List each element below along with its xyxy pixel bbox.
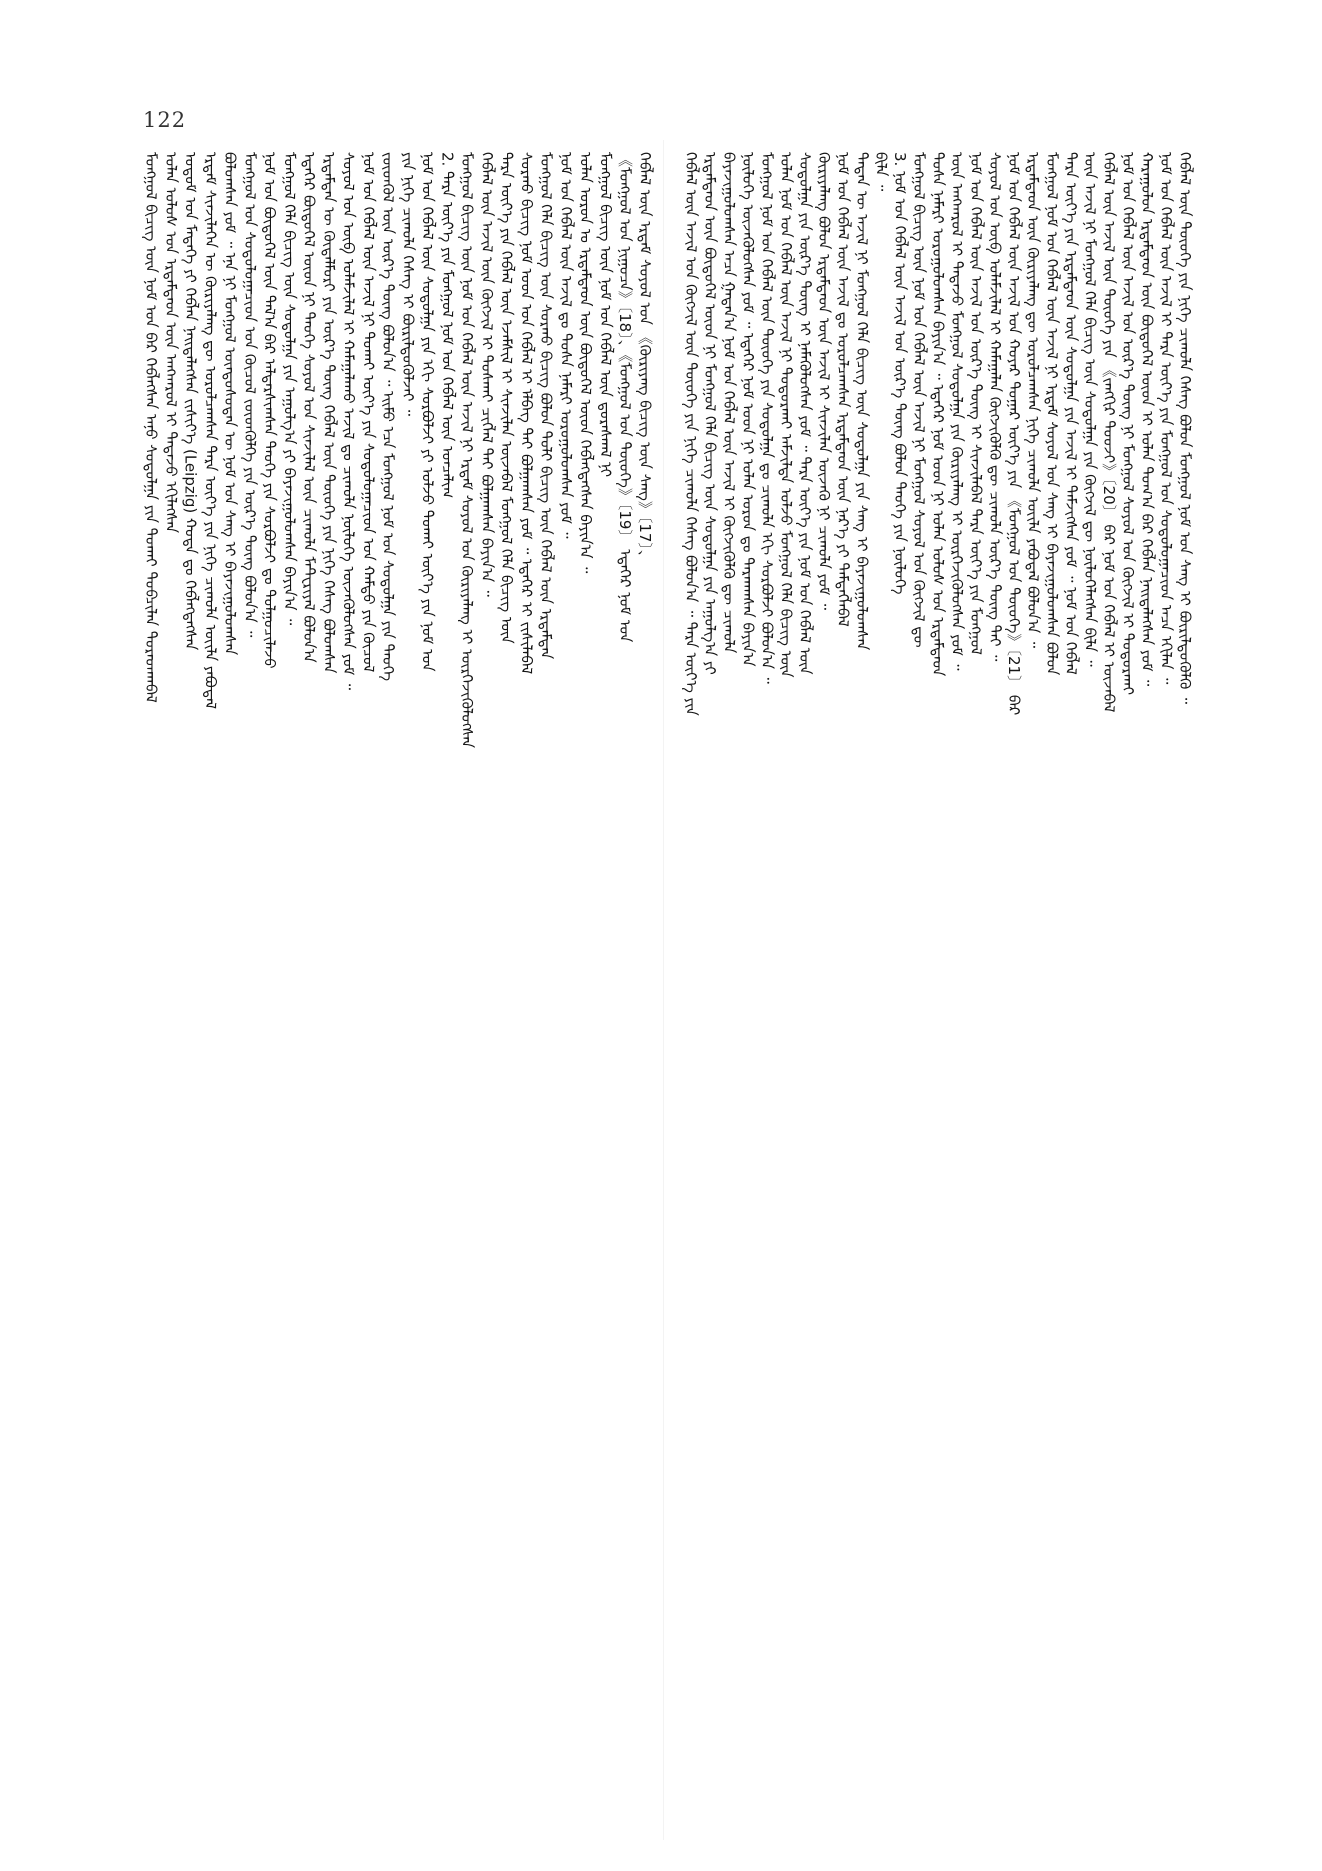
text-line: ᠡᠷᠳᠡᠮᠲᠡᠳ ᠦᠨ ᠪᠦᠲᠦᠭᠡᠯ ᠦᠳ ᠨᠢ ᠮᠣᠩᠭᠣᠯ ᠬᠡᠯᠡ ᠪᠢᠴᠢᠭ᠌ ᠦᠨ ᠰᠤᠳᠤᠯᠭᠠ ᠶᠢᠨ ᠠᠭᠤᠯᠭ᠎ᠠ ᠶᠢ	[701, 152, 719, 675]
text-line: ᠪᠣᠯᠤᠭᠰᠠᠨ ᠶᠤᠮ ᠃ ᠡᠨᠡ ᠨᠢ ᠮᠣᠩᠭᠣᠯ ᠦᠨᠳᠦᠰᠦᠲᠡᠨ ᠦ ᠨᠣᠮ ᠤᠨ ᠰᠠᠩ ᠢ ᠪᠠᠶᠠᠵᠢᠭᠤᠯᠤᠭᠰᠠᠨ	[221, 152, 239, 656]
page-number: 122	[143, 108, 187, 132]
text-line: ᠨᠣᠮ ᠤᠨ ᠬᠡᠪᠯᠡᠯ ᠦᠨ ᠠᠵᠢᠯ ᠤᠨ ᠬᠣᠶᠠᠷ ᠳᠤᠭᠠᠷ ᠦᠶ᠎ᠡ ᠶᠢᠨ 《ᠮᠣᠩᠭᠣᠯ ᠤᠨ ᠲᠦᠦᠬᠡ》〔21〕 ᠪᠡᠷ	[1005, 152, 1023, 716]
text-line: ᠲᠡᠷᠡ ᠦᠶ᠎ᠡ ᠶᠢᠨ ᠡᠷᠳᠡᠮᠲᠡᠳ ᠦᠨ ᠰᠤᠳᠤᠯᠭᠠ ᠶᠢᠨ ᠠᠵᠢᠯ ᠢ ᠳᠡᠮᠵᠢᠭᠰᠡᠨ ᠶᠤᠮ ᠃ ᠨᠣᠮ ᠤᠨ ᠬᠡᠪᠯᠡᠯ	[1062, 152, 1080, 675]
text-line: ᠮᠣᠩᠭᠣᠯ ᠬᠡᠯᠡ ᠪᠢᠴᠢᠭ᠌ ᠦᠨ ᠰᠤᠳᠤᠯᠭᠠ ᠶᠢᠨ ᠠᠭᠤᠯᠭ᠎ᠠ ᠶᠢ ᠪᠠᠶᠠᠵᠢᠭᠤᠯᠤᠭᠰᠠᠨ ᠪᠠᠶᠢᠨ᠎ᠠ ᠃	[280, 152, 299, 626]
text-line: ᠨᠣᠮ ᠤᠨ ᠬᠡᠪᠯᠡᠯ ᠦᠨ ᠰᠤᠳᠤᠯᠭᠠ ᠶᠢᠨ ᠡᠬᠢ ᠰᠤᠷᠪᠤᠯᠵᠢ ᠶᠢ ᠣᠯᠵᠤ ᠲᠤᠬᠠᠢ ᠦᠶ᠎ᠡ ᠶᠢᠨ ᠨᠣᠮ ᠤᠨ	[418, 152, 437, 672]
text-line: ᠬᠡᠪᠯᠡᠯ ᠦᠨ ᠠᠵᠢᠯ ᠦᠨ ᠬᠥᠭᠵᠢᠯ ᠢ ᠲᠤᠰᠬᠠᠢ ᠴᠢᠭᠯᠡᠯ ᠲᠡᠢ ᠪᠣᠯᠭᠠᠭᠰᠠᠨ ᠪᠠᠶᠢᠨ᠎ᠠ ᠃	[477, 152, 496, 597]
text-line: ᠬᠠᠷᠠᠭᠤᠯᠤᠨ ᠡᠷᠳᠡᠮᠲᠡᠳ ᠦᠨ ᠪᠦᠲᠦᠭᠡᠯ ᠦᠳ ᠢ ᠣᠯᠠᠨ ᠲᠣᠭ᠎ᠠ ᠪᠠᠷ ᠬᠡᠪᠯᠡᠨ ᠨᠡᠢᠲᠡᠯᠡᠭᠰᠡᠨ ᠶᠤᠮ ᠃	[1138, 152, 1156, 687]
text-line: ᠨᠣᠮ ᠤᠨ ᠬᠡᠪᠯᠡᠯ ᠦᠨ ᠠᠵᠢᠯ ᠳᠤ ᠣᠷᠣᠯᠴᠠᠭᠰᠠᠨ ᠡᠷᠳᠡᠮᠲᠡᠳ ᠦᠨ ᠨᠡᠷ᠎ᠡ ᠶᠢ ᠲᠡᠮᠳᠡᠭᠯᠡᠪᠡᠯ	[834, 152, 852, 627]
text-line: ᠮᠣᠩᠭᠣᠯ ᠨᠣᠮ ᠤᠨ ᠬᠡᠪᠯᠡᠯ ᠦᠨ ᠲᠦᠦᠬᠡ ᠶᠢᠨ ᠰᠤᠳᠤᠯᠭᠠ ᠳᠤ ᠴᠢᠬᠤᠯᠠ ᠡᠬᠢ ᠰᠤᠷᠪᠤᠯᠵᠢ ᠪᠣᠯᠤᠨ᠎ᠠ ᠃	[758, 152, 776, 684]
text-line: ᠰᠤᠳᠤᠯᠭᠠ ᠶᠢᠨ ᠦᠷ᠎ᠡ ᠳᠦᠩ ᠢ ᠨᠡᠮᠡᠭᠦᠯᠦᠭᠰᠡᠨ ᠶᠤᠮ ᠃ ᠲᠡᠷᠡ ᠦᠶ᠎ᠡ ᠶᠢᠨ ᠨᠣᠮ ᠤᠨ ᠬᠡᠪᠯᠡᠯ ᠦᠨ	[796, 152, 814, 675]
text-line: ᠬᠡᠪᠯᠡᠯ ᠦᠨ ᠠᠵᠢᠯ ᠤᠨ ᠬᠥᠭᠵᠢᠯ ᠦᠨ ᠲᠦᠦᠬᠡ ᠶᠢᠨ ᠨᠢᠭᠡ ᠴᠢᠬᠤᠯᠠ ᠬᠡᠰᠡᠭ ᠪᠣᠯᠤᠨ᠎ᠠ ᠃ ᠲᠡᠷᠡ ᠦᠶ᠎ᠡ ᠶᠢᠨ	[682, 152, 700, 716]
text-line: ᠬᠡᠪᠯᠡᠯ ᠦᠨ ᠡᠷᠳᠡᠮ ᠰᠣᠶᠣᠯ ᠤᠨ 《ᠬᠦᠷᠢᠶᠡᠩ ᠪᠢᠴᠢᠭ᠌ ᠦᠨ ᠰᠠᠩ》〔17〕、	[635, 152, 654, 565]
text-line: ᠨᠣᠮ ᠤᠨ ᠬᠡᠪᠯᠡᠯ ᠦᠨ ᠠᠵᠢᠯ ᠤᠨ ᠦᠷ᠎ᠡ ᠳᠦᠩ ᠢ ᠰᠢᠨᠵᠢᠯᠡᠪᠡᠯ ᠲᠡᠷᠡ ᠦᠶ᠎ᠡ ᠶᠢᠨ ᠮᠣᠩᠭᠣᠯ	[967, 152, 985, 655]
text-line: ᠣᠯᠠᠨ ᠨᠣᠮ ᠤᠨ ᠬᠡᠪᠯᠡᠯ ᠦᠨ ᠠᠵᠢᠯ ᠨᠢ ᠲᠣᠳᠣᠷᠬᠠᠢ ᠠᠮᠵᠢᠯᠲᠠ ᠣᠯᠵᠤ ᠮᠣᠩᠭᠣᠯ ᠬᠡᠯᠡ ᠪᠢᠴᠢᠭ᠌ ᠦᠨ	[777, 152, 795, 678]
text-line: ᠤᠳᠤᠮ ᠤᠨ ᠮᠡᠳᠡᠭᠡ ᠶᠢ ᠬᠡᠪᠯᠡᠨ ᠨᠡᠢᠲᠡᠯᠡᠭᠰᠡᠨ ᠵᠢᠱᠢᠶ᠎ᠡ (Leipzig) ᠬᠣᠲᠠ ᠳᠤ ᠬᠡᠪᠯᠡᠭᠳᠡᠭᠰᠡᠨ	[181, 152, 200, 651]
text-line: ᠡᠷᠳᠡᠮᠲᠡᠳ ᠦᠨ ᠬᠦᠷᠢᠶᠡᠯᠡᠩ ᠳᠦ ᠣᠷᠣᠯᠴᠠᠭᠰᠠᠨ ᠨᠢᠭᠡ ᠴᠢᠬᠤᠯᠠ ᠦᠢᠯᠡ ᠶᠠᠪᠤᠳᠠᠯ ᠪᠣᠯᠤᠨ᠎ᠠ ᠃	[1024, 152, 1042, 648]
column-gutter	[663, 140, 664, 1840]
text-line: ᠣᠯᠠᠨ ᠤᠯᠤᠰ ᠤᠨ ᠡᠷᠳᠡᠮᠲᠡᠳ ᠦᠨ ᠠᠩᠬᠠᠷᠤᠯ ᠢ ᠲᠠᠲᠠᠵᠤ ᠡᠬᠢᠯᠡᠭᠰᠡᠨ	[161, 152, 180, 534]
text-line: 3. ᠨᠣᠮ ᠤᠨ ᠬᠡᠪᠯᠡᠯ ᠦᠨ ᠠᠵᠢᠯ ᠤᠨ ᠦᠷ᠎ᠡ ᠳᠦᠩ ᠪᠣᠯᠤᠨ ᠲᠡᠦᠬᠡ ᠶᠢᠨ ᠨᠥᠯᠦᠭᠡ	[891, 152, 909, 595]
left-text-column	[143, 152, 653, 1832]
text-line: ᠮᠣᠩᠭᠣᠯ ᠪᠢᠴᠢᠭ᠌ ᠦᠨ ᠨᠣᠮ ᠤᠨ ᠬᠡᠪᠯᠡᠯ ᠦᠨ ᠳ᠋ᠤᠷᠠᠰᠬᠠᠯ ᠨᠢ	[596, 152, 615, 477]
text-line: ᠨᠣᠮ ᠤᠨ ᠬᠡᠪᠯᠡᠯ ᠦᠨ ᠠᠵᠢᠯ ᠤᠨ ᠦᠷ᠎ᠡ ᠳᠦᠩ ᠨᠢ ᠮᠣᠩᠭᠣᠯ ᠰᠣᠶᠣᠯ ᠤᠨ ᠬᠥᠭᠵᠢᠯ ᠢ ᠲᠤᠳᠤᠷᠬᠠᠢ	[1119, 152, 1137, 696]
text-line: ᠡᠷᠳᠡᠮ ᠰᠢᠨᠵᠢᠯᠡᠭᠡᠨ ᠦ ᠬᠦᠷᠢᠶᠡᠯᠡᠩ ᠳᠦ ᠣᠷᠣᠯᠴᠠᠭᠰᠠᠨ ᠲᠡᠷᠡ ᠦᠶ᠎ᠡ ᠶᠢᠨ ᠨᠢᠭᠡ ᠴᠢᠬᠤᠯᠠ ᠦᠢᠯᠡ ᠶᠠᠪᠤᠳᠠᠯ	[201, 152, 220, 710]
text-line: ᠨᠥᠯᠦᠭᠡ ᠦᠵᠡᠭᠦᠯᠦᠭᠰᠡᠨ ᠶᠤᠮ ᠃ ᠡᠳᠡᠭᠡᠷ ᠨᠣᠮ ᠤᠳ ᠨᠢ ᠣᠯᠠᠨ ᠣᠷᠣᠨ ᠳᠤ ᠲᠠᠷᠬᠠᠭᠰᠠᠨ ᠪᠠᠶᠢᠨ᠎ᠠ	[739, 152, 757, 667]
text-line: ᠮᠣᠩᠭᠣᠯ ᠨᠣᠮ ᠤᠨ ᠬᠡᠪᠯᠡᠯ ᠦᠨ ᠠᠵᠢᠯ ᠨᠢ ᠡᠷᠳᠡᠮ ᠰᠣᠶᠣᠯ ᠤᠨ ᠰᠠᠩ ᠢ ᠪᠠᠶᠠᠵᠢᠭᠤᠯᠤᠭᠰᠠᠨ ᠪᠣᠯᠤᠨ	[1043, 152, 1061, 676]
text-line: ᠣᠯᠠᠨ ᠣᠷᠣᠨ ᠤ ᠡᠷᠳᠡᠮᠲᠡᠳ ᠦᠨ ᠪᠦᠲᠦᠭᠡᠯ ᠦᠳ ᠬᠡᠪᠯᠡᠭᠳᠡᠭᠰᠡᠨ ᠪᠠᠶᠢᠨ᠎ᠠ ᠃	[576, 152, 595, 574]
right-text-column	[683, 152, 1193, 1832]
text-line: ᠮᠣᠩᠭᠣᠯ ᠪᠢᠴᠢᠭ᠌ ᠦᠨ ᠨᠣᠮ ᠤᠨ ᠬᠡᠪᠯᠡᠯ ᠦᠨ ᠠᠵᠢᠯ ᠨᠢ ᠡᠷᠳᠡᠮ ᠰᠣᠶᠣᠯ ᠤᠨ ᠬᠦᠷᠢᠶᠡᠯᠡᠩ ᠢ ᠥᠷᠭᠡᠵᠢᠭᠦᠯᠦᠭᠰᠡᠨ	[458, 152, 476, 749]
text-line: ᠲᠡᠷᠡ ᠦᠶ᠎ᠡ ᠶᠢᠨ ᠬᠡᠪᠯᠡᠯ ᠦᠨ ᠡᠵᠡᠮᠰᠢᠯ ᠢ ᠰᠢᠨᠵᠢᠯᠡᠨ ᠦᠵᠡᠪᠡᠯ ᠮᠣᠩᠭᠣᠯ ᠬᠡᠯᠡ ᠪᠢᠴᠢᠭ᠌ ᠦᠨ	[497, 152, 516, 644]
text-line: 《ᠮᠣᠩᠭᠣᠯ ᠤᠨ ᠨᠢᠭᠤᠴᠠ》〔18〕、《ᠮᠣᠩᠭᠣᠯ ᠤᠨ ᠲᠦᠦᠬᠡ》〔19〕 ᠡᠳᠡᠭᠡᠷ ᠨᠣᠮ ᠤᠨ	[616, 152, 634, 643]
text-line: ᠮᠣᠩᠭᠣᠯ ᠬᠡᠯᠡ ᠪᠢᠴᠢᠭ᠌ ᠦᠨ ᠰᠤᠷᠬᠤ ᠪᠢᠴᠢᠭ᠌ ᠪᠣᠯᠤᠨ ᠲᠣᠯᠢ ᠪᠢᠴᠢᠭ᠌ ᠦᠨ ᠬᠡᠪᠯᠡᠯ ᠦᠨ ᠡᠷᠳᠡᠮᠲᠡᠨ	[537, 152, 555, 660]
text-line: ᠬᠦᠷᠢᠶᠡᠯᠡᠩ ᠪᠣᠯᠤᠨ ᠡᠷᠳᠡᠮᠲᠡᠳ ᠦᠨ ᠠᠵᠢᠯ ᠢ ᠰᠢᠨᠵᠢᠯᠡᠨ ᠦᠵᠡᠬᠦ ᠨᠢ ᠴᠢᠬᠤᠯᠠ ᠶᠤᠮ ᠃	[815, 152, 833, 611]
text-line: ᠮᠣᠩᠭᠣᠯ ᠤᠨ ᠰᠤᠳᠤᠯᠤᠭᠠᠴᠢᠳ ᠤᠨ ᠬᠦᠴᠦᠯ ᠵᠦᠳᠭᠦᠯᠭᠡ ᠶᠢᠨ ᠦᠷ᠎ᠡ ᠳᠦᠩ ᠪᠣᠯᠤᠨ᠎ᠠ ᠃	[240, 152, 259, 638]
text-line: ᠬᠡᠪᠯᠡᠯ ᠦᠨ ᠠᠵᠢᠯ ᠦᠨ ᠲᠦᠦᠬᠡ ᠶᠢᠨ 《ᠵᠠᠩᠭᠢᠷ ᠲᠤᠤᠵᠢ》〔20〕 ᠪᠡᠷ ᠨᠣᠮ ᠤᠨ ᠬᠡᠪᠯᠡᠯ ᠢ ᠦᠵᠡᠪᠡᠯ	[1100, 152, 1118, 713]
text-line: ᠬᠡᠪᠯᠡᠯ ᠦᠨ ᠲᠦᠦᠬᠡ ᠶᠢᠨ ᠨᠢᠭᠡ ᠴᠢᠬᠤᠯᠠ ᠬᠡᠰᠡᠭ ᠪᠣᠯᠤᠨ ᠮᠣᠩᠭᠣᠯ ᠨᠣᠮ ᠤᠨ ᠰᠠᠩ ᠢ ᠪᠦᠷᠢᠯᠳᠦᠭᠦᠯᠬᠦ ᠃	[1176, 152, 1194, 704]
text-line: ᠨᠣᠮ ᠤᠨ ᠬᠡᠪᠯᠡᠯ ᠦᠨ ᠠᠵᠢᠯ ᠳᠤ ᠲᠤᠰᠠ ᠨᠡᠮᠡᠷᠢ ᠣᠷᠤᠭᠤᠯᠤᠭᠰᠠᠨ ᠶᠤᠮ ᠃	[556, 152, 575, 539]
text-line: 2. ᠲᠡᠷᠡ ᠦᠶ᠎ᠡ ᠶᠢᠨ ᠮᠣᠩᠭᠣᠯ ᠨᠣᠮ ᠤᠨ ᠬᠡᠪᠯᠡᠯ ᠦᠨ ᠣᠨᠴᠠᠯᠢᠭ	[438, 152, 457, 499]
text-line: ᠮᠣᠩᠭᠣᠯ ᠪᠢᠴᠢᠭ᠌ ᠦᠨ ᠨᠣᠮ ᠤᠨ ᠪᠠᠷ ᠬᠡᠪᠯᠡᠭᠰᠡᠨ ᠠᠨᠤ ᠰᠤᠳᠤᠯᠭᠠ ᠶᠢᠨ ᠲᠤᠬᠠᠢ ᠲᠤᠪᠴᠢᠯᠠᠨ ᠳᠤᠷᠠᠳᠬᠠᠪᠠᠯ	[142, 152, 160, 703]
text-line: ᠲᠤᠰᠠ ᠨᠡᠮᠡᠷᠢ ᠣᠷᠤᠭᠤᠯᠤᠭᠰᠠᠨ ᠪᠠᠶᠢᠨ᠎ᠠ ᠃ ᠡᠳᠡᠭᠡᠷ ᠨᠣᠮ ᠤᠳ ᠨᠢ ᠣᠯᠠᠨ ᠤᠯᠤᠰ ᠤᠨ ᠡᠷᠳᠡᠮᠲᠡᠳ	[929, 152, 947, 677]
text-line: ᠲᠡᠳᠡᠨ ᠦ ᠠᠵᠢᠯ ᠨᠢ ᠮᠣᠩᠭᠣᠯ ᠬᠡᠯᠡ ᠪᠢᠴᠢᠭ᠌ ᠦᠨ ᠰᠤᠳᠤᠯᠭᠠ ᠶᠢᠨ ᠰᠠᠩ ᠢ ᠪᠠᠶᠠᠵᠢᠭᠤᠯᠤᠭᠰᠠᠨ	[853, 152, 871, 651]
text-line: ᠰᠣᠶᠣᠯ ᠤᠨ ᠦᠪ ᠤᠯᠠᠮᠵᠢᠯᠠᠯ ᠢ ᠬᠠᠮᠠᠭᠠᠯᠠᠬᠤ ᠠᠵᠢᠯ ᠳᠤ ᠴᠢᠬᠤᠯᠠ ᠨᠥᠯᠦᠭᠡ ᠦᠵᠡᠭᠦᠯᠦᠭᠰᠡᠨ ᠶᠤᠮ ᠃	[339, 152, 358, 690]
text-line: ᠨᠣᠮ ᠤᠨ ᠬᠡᠪᠯᠡᠯ ᠦᠨ ᠠᠵᠢᠯ ᠢ ᠲᠡᠷᠡ ᠦᠶ᠎ᠡ ᠶᠢᠨ ᠮᠣᠩᠭᠣᠯ ᠤᠨ ᠰᠤᠳᠤᠯᠤᠭᠠᠴᠢᠳ ᠠᠴᠠ ᠡᠬᠢᠯᠡᠨ ᠃	[1157, 152, 1175, 685]
text-line: ᠦᠨ ᠠᠩᠬᠠᠷᠤᠯ ᠢ ᠲᠠᠲᠠᠵᠤ ᠮᠣᠩᠭᠣᠯ ᠰᠤᠳᠤᠯᠭᠠ ᠶᠢᠨ ᠬᠦᠷᠢᠶᠡᠯᠡᠩ ᠢ ᠥᠷᠭᠡᠵᠢᠭᠦᠯᠦᠭᠰᠡᠨ ᠶᠤᠮ ᠃	[948, 152, 966, 671]
text-line: ᠡᠷᠳᠡᠮᠲᠡᠨ ᠦ ᠬᠦᠳᠡᠯᠮᠦᠷᠢ ᠶᠢᠨ ᠦᠷ᠎ᠡ ᠳᠦᠩ ᠬᠡᠪᠯᠡᠯ ᠦᠨ ᠲᠦᠦᠬᠡ ᠶᠢᠨ ᠨᠢᠭᠡ ᠬᠡᠰᠡᠭ ᠪᠣᠯᠤᠭᠰᠠᠨ	[319, 152, 338, 674]
text-line: ᠡᠳᠡᠭᠡᠷ ᠪᠦᠲᠦᠭᠡᠯ ᠦᠳ ᠨᠢ ᠲᠡᠦᠬᠡ ᠰᠣᠶᠣᠯ ᠤᠨ ᠰᠢᠨᠵᠢᠯᠡᠯ ᠦᠨ ᠴᠢᠬᠤᠯᠠ ᠮᠠᠲ᠋ᠧᠷᠢᠶᠠᠯ ᠪᠣᠯᠤᠨ᠎ᠠ	[300, 152, 318, 663]
text-line: ᠪᠢᠯᠡ ᠃	[872, 152, 890, 192]
text-line: ᠰᠣᠶᠣᠯ ᠤᠨ ᠦᠪ ᠤᠯᠠᠮᠵᠢᠯᠠᠯ ᠢ ᠬᠠᠮᠠᠭᠠᠯᠠᠨ ᠬᠥᠭᠵᠢᠭᠦᠯᠬᠦ ᠳᠦ ᠴᠢᠬᠤᠯᠠ ᠦᠷ᠎ᠡ ᠳᠦᠩ ᠲᠡᠢ ᠃	[986, 152, 1004, 662]
text-line: ᠶᠢᠨ ᠨᠢᠭᠡ ᠴᠢᠬᠤᠯᠠ ᠬᠡᠰᠡᠭ ᠢ ᠪᠦᠷᠢᠯᠳᠦᠭᠦᠯᠵᠡᠢ ᠃	[398, 152, 417, 416]
text-line: ᠨᠣᠮ ᠤᠨ ᠬᠡᠪᠯᠡᠯ ᠦᠨ ᠠᠵᠢᠯ ᠨᠢ ᠲᠤᠬᠠᠢ ᠦᠶ᠎ᠡ ᠶᠢᠨ ᠰᠤᠳᠤᠯᠤᠭᠠᠴᠢᠳ ᠤᠨ ᠬᠠᠮᠲᠤ ᠶᠢᠨ ᠬᠦᠴᠦᠯ	[359, 152, 378, 673]
text-line: ᠰᠤᠷᠬᠤ ᠪᠢᠴᠢᠭ᠌ ᠨᠣᠮ ᠤᠳ ᠤᠨ ᠬᠡᠪᠯᠡᠯ ᠢ ᠡᠯᠪᠡᠭ ᠲᠠᠢ ᠪᠣᠯᠭᠠᠭᠰᠠᠨ ᠶᠤᠮ ᠃ ᠡᠳᠡᠭᠡᠷ ᠢ ᠵᠢᠱᠢᠯᠡᠪᠡᠯ	[517, 152, 536, 675]
text-line: ᠦᠨ ᠠᠵᠢᠯ ᠨᠢ ᠮᠣᠩᠭᠣᠯ ᠬᠡᠯᠡ ᠪᠢᠴᠢᠭ᠌ ᠦᠨ ᠰᠤᠳᠤᠯᠭᠠ ᠶᠢᠨ ᠬᠥᠭᠵᠢᠯ ᠳᠦ ᠨᠥᠯᠦᠭᠡᠯᠡᠭᠰᠡᠨ ᠪᠢᠯᠡ ᠃	[1081, 152, 1099, 667]
text-line: ᠮᠣᠩᠭᠣᠯ ᠪᠢᠴᠢᠭ᠌ ᠦᠨ ᠨᠣᠮ ᠤᠨ ᠬᠡᠪᠯᠡᠯ ᠦᠨ ᠠᠵᠢᠯ ᠨᠢ ᠮᠣᠩᠭᠣᠯ ᠰᠣᠶᠣᠯ ᠤᠨ ᠬᠥᠭᠵᠢᠯ ᠳᠦ	[910, 152, 928, 648]
text-line: ᠵᠦᠳᠭᠦᠯ ᠦᠨ ᠦᠷ᠎ᠡ ᠳᠦᠩ ᠪᠣᠯᠤᠨ᠎ᠠ ᠃ ᠡᠢᠮᠦ ᠡᠴᠡ ᠮᠣᠩᠭᠣᠯ ᠨᠣᠮ ᠤᠨ ᠰᠤᠳᠤᠯᠭᠠ ᠶᠢᠨ ᠲᠡᠦᠬᠡ	[379, 152, 397, 682]
text-line: ᠪᠠᠶᠠᠵᠢᠭᠤᠯᠤᠭᠰᠠᠨ ᠠᠴᠠ ᠭᠠᠳᠠᠨ᠎ᠠ ᠨᠣᠮ ᠤᠨ ᠬᠡᠪᠯᠡᠯ ᠦᠨ ᠠᠵᠢᠯ ᠢ ᠬᠥᠭᠵᠢᠭᠦᠯᠬᠦ ᠳᠦ ᠴᠢᠬᠤᠯᠠ	[720, 152, 738, 654]
text-line: ᠨᠣᠮ ᠤᠨ ᠪᠦᠲᠦᠭᠡᠯ ᠦᠨ ᠲᠠᠯ᠎ᠠ ᠪᠠᠷ ᠠᠯᠳᠠᠷᠰᠢᠭᠰᠠᠨ ᠲᠡᠦᠬᠡ ᠶᠢᠨ ᠰᠤᠷᠪᠤᠯᠵᠢ ᠳᠤ ᠲᠤᠯᠭᠤᠴᠢᠯᠠᠵᠤ	[260, 152, 279, 669]
